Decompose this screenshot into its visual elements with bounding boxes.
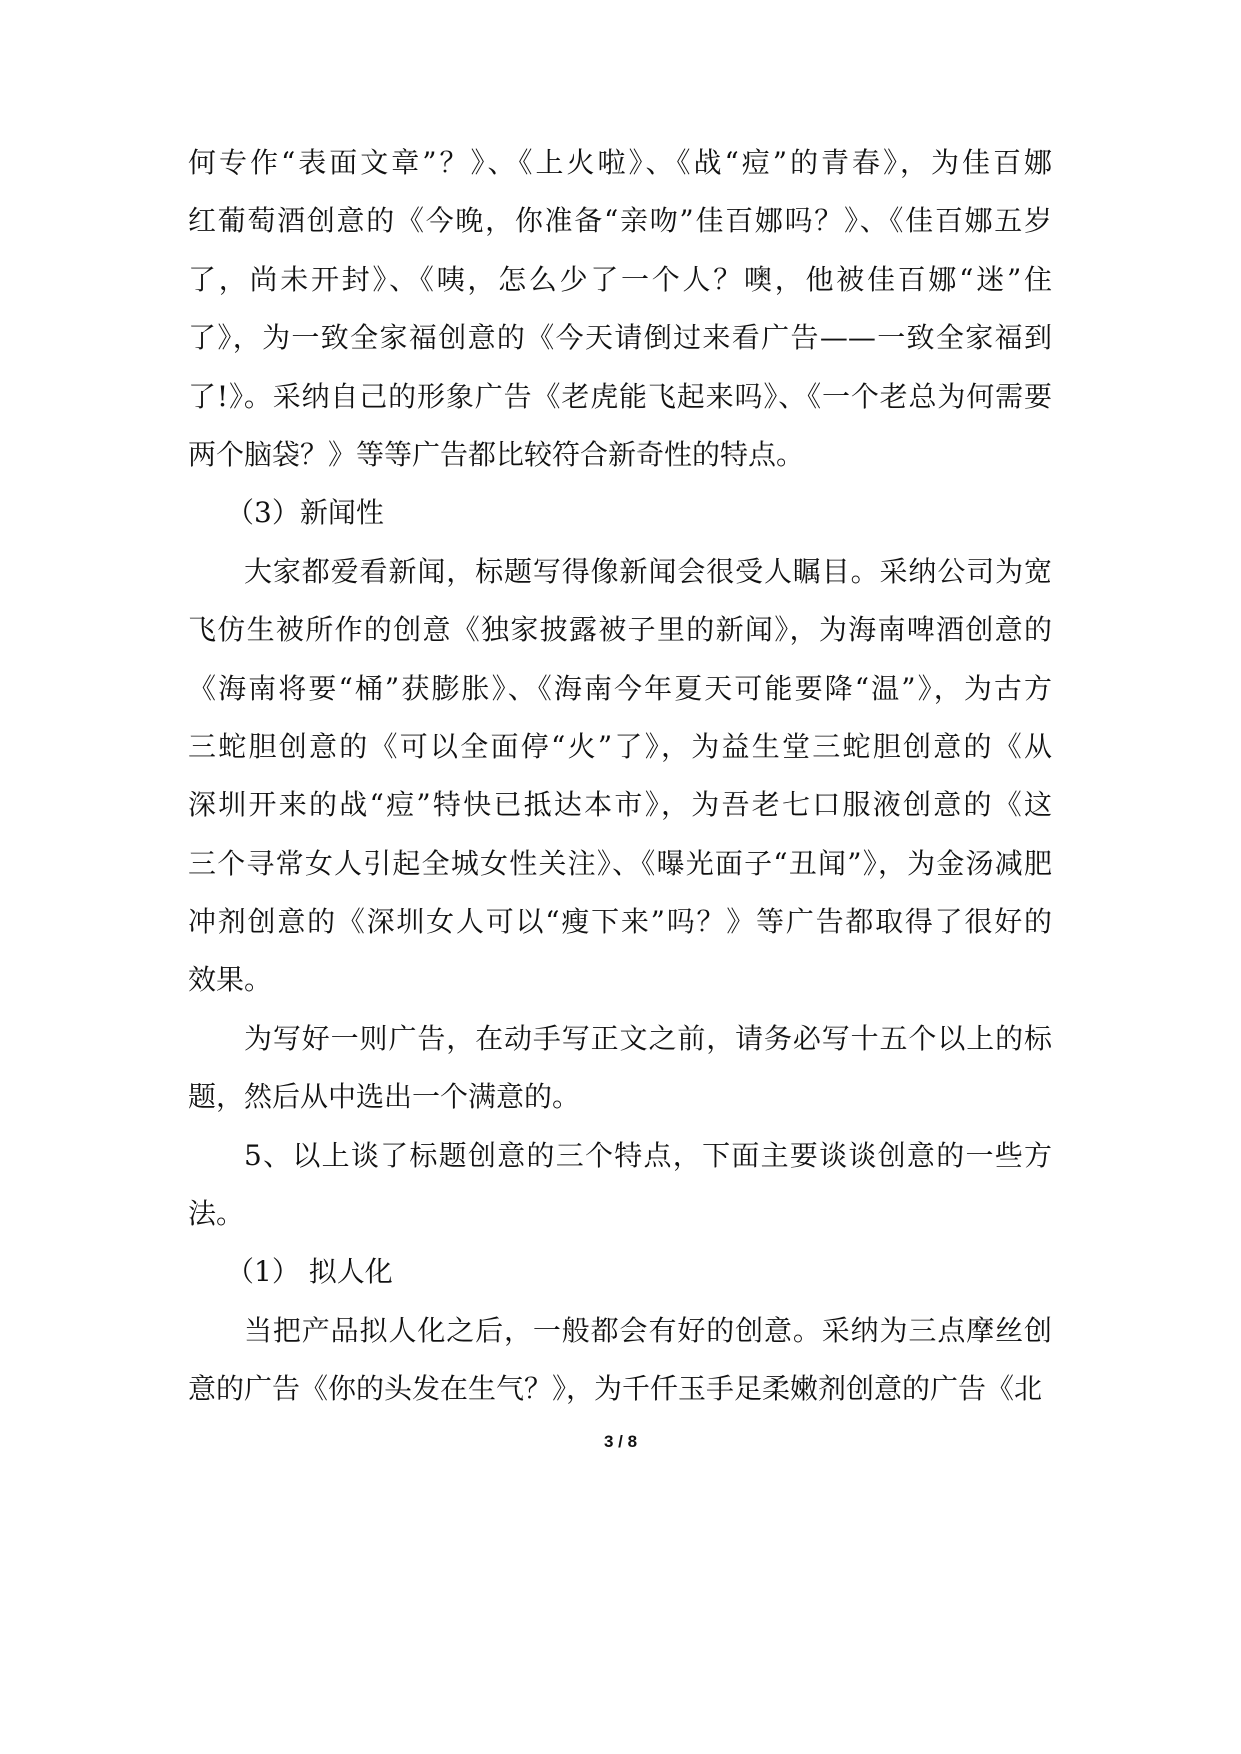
text-line: 了》，为一致全家福创意的《今天请倒过来看广告——一致全家福到 [188,321,1052,355]
text-line: 法。 [188,1197,245,1231]
text-line: 《海南将要“桶”获膨胀》、《海南今年夏天可能要降“温”》，为古方 [188,671,1052,705]
text-line: 何专作“表面文章”？》、《上火啦》、《战“痘”的青春》，为佳百娜 [188,146,1052,179]
paragraph [188,1243,1052,1301]
paragraph [188,543,1052,1010]
text-line: 大家都爱看新闻，标题写得像新闻会很受人瞩目。采纳公司为宽 [244,554,1052,588]
text-line: 红葡萄酒创意的《今晚，你准备“亲吻”佳百娜吗？》、《佳百娜五岁 [188,204,1052,238]
text-line: 两个脑袋？》等等广告都比较符合新奇性的特点。 [188,437,805,471]
paragraph [188,134,1052,484]
page-number: 3 / 8 [603,1432,638,1451]
text-line: 深圳开来的战“痘”特快已抵达本市》，为吾老七口服液创意的《这 [188,788,1052,822]
document-body [188,134,1052,1419]
paragraph [188,1302,1052,1419]
text-line: 题，然后从中选出一个满意的。 [188,1080,581,1114]
paragraph [188,484,1052,542]
text-line: 为写好一则广告，在动手写正文之前，请务必写十五个以上的标 [244,1021,1052,1055]
text-line: 当把产品拟人化之后，一般都会有好的创意。采纳为三点摩丝创 [244,1313,1052,1347]
paragraph [188,1010,1052,1127]
text-line: 三蛇胆创意的《可以全面停“火”了》，为益生堂三蛇胆创意的《从 [188,729,1052,763]
text-line: （1） 拟人化 [226,1255,393,1289]
text-line: 三个寻常女人引起全城女性关注》、《曝光面子“丑闻”》，为金汤减肥 [188,846,1052,880]
text-line: 意的广告《你的头发在生气？》，为千仟玉手足柔嫩剂创意的广告《北 [188,1372,1043,1406]
text-line: 了!》。采纳自己的形象广告《老虎能飞起来吗》、《一个老总为何需要 [188,379,1052,413]
text-line: 冲剂创意的《深圳女人可以“瘦下来”吗？》等广告都取得了很好的 [188,905,1052,939]
paragraph [188,1127,1052,1244]
text-line: 5、以上谈了标题创意的三个特点，下面主要谈谈创意的一些方 [244,1138,1052,1172]
text-line: （3）新闻性 [226,496,384,530]
text-line: 飞仿生被所作的创意《独家披露被子里的新闻》，为海南啤酒创意的 [188,613,1052,647]
text-line: 了，尚未开封》、《咦，怎么少了一个人？噢，他被佳百娜“迷”住 [188,262,1052,296]
text-line: 效果。 [188,963,273,997]
